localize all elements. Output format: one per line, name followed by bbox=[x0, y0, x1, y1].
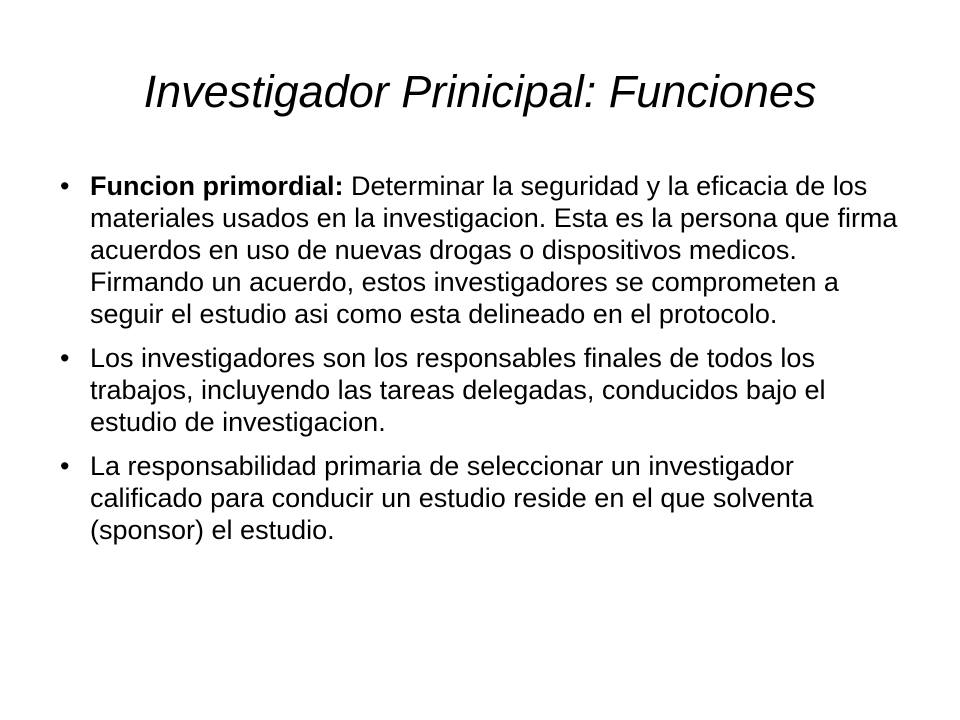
bullet-list bbox=[60, 170, 910, 558]
bullet-item-primary-function bbox=[60, 170, 910, 330]
bullet-text: Los investigadores son los responsables finales de todos los trabajos, incluyendo las tareas delegadas, conducidos bajo el estudio de investigacion. bbox=[90, 343, 826, 437]
bullet-item-sponsor bbox=[60, 450, 910, 546]
slide-title: Investigador Prinicipal: Funciones bbox=[143, 66, 817, 117]
bullet-text: Determinar la seguridad y la eficacia de los materiales usados en la investigacion. Esta es la persona que firma acuerdos en uso de nuevas drogas o dispositivos medicos. Firmando un acuerdo, estos investigadores se comprometen a seguir el estudio asi como esta delineado en el protocolo. bbox=[90, 171, 898, 329]
bullet-item-responsibilities bbox=[60, 342, 910, 438]
bullet-marker: • bbox=[60, 171, 70, 201]
bullet-text: La responsabilidad primaria de seleccionar un investigador calificado para conducir un estudio reside en el que solventa (sponsor) el estudio. bbox=[90, 451, 814, 545]
bullet-marker: • bbox=[60, 451, 70, 481]
bullet-marker: • bbox=[60, 343, 70, 373]
bullet-lead-label: Funcion primordial: bbox=[90, 171, 344, 201]
